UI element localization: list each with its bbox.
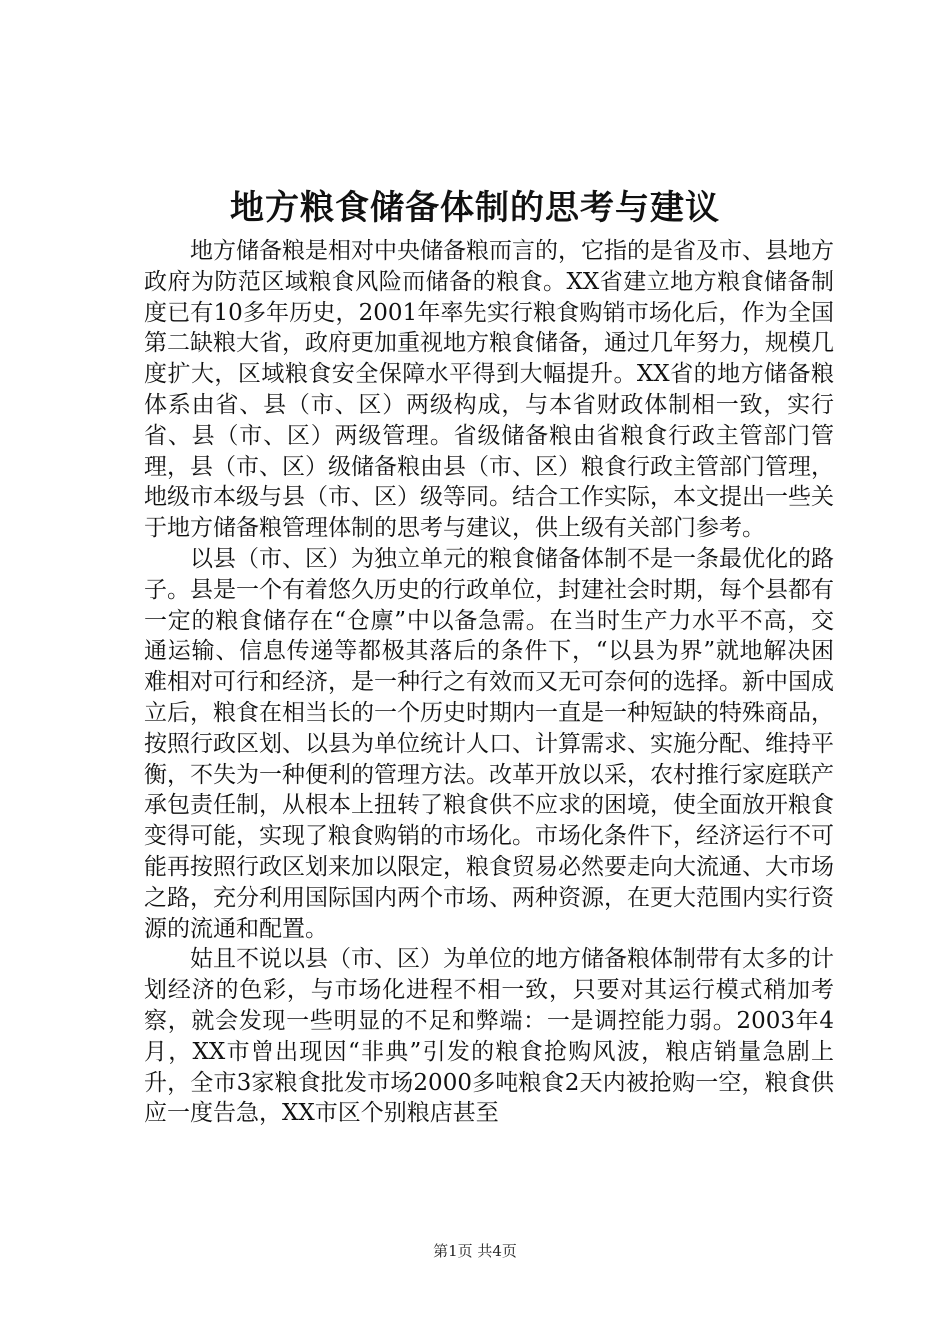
paragraph-1: 地方储备粮是相对中央储备粮而言的，它指的是省及市、县地方政府为防范区域粮食风险而储备的粮食。XX省建立地方粮食储备制度已有10多年历史，2001年率先实行粮食购销市场化后，作为全国第二缺粮大省，政府更加重视地方粮食储备，通过几年努力，规模几度扩大，区域粮食安全保障水平得到大幅提升。XX省的地方储备粮体系由省、县（市、区）两级构成，与本省财政体制相一致，实行省、县（市、区）两级管理。省级储备粮由省粮食行政主管部门管理，县（市、区）级储备粮由县（市、区）粮食行政主管部门管理，地级市本级与县（市、区）级等同。结合工作实际，本文提出一些关于地方储备粮管理体制的思考与建议，供上级有关部门参考。 [144, 238, 834, 542]
document-body [144, 236, 834, 1129]
page-number-footer: 第1页 共4页 [433, 1242, 517, 1260]
paragraph-2: 以县（市、区）为独立单元的粮食储备体制不是一条最优化的路子。县是一个有着悠久历史的行政单位，封建社会时期，每个县都有一定的粮食储存在“仓廪”中以备急需。在当时生产力水平不高，交通运输、信息传递等都极其落后的条件下，“以县为界”就地解决困难相对可行和经济，是一种行之有效而又无可奈何的选择。新中国成立后，粮食在相当长的一个历史时期内一直是一种短缺的特殊商品，按照行政区划、以县为单位统计人口、计算需求、实施分配、维持平衡，不失为一种便利的管理方法。改革开放以采，农村推行家庭联产承包责任制，从根本上扭转了粮食供不应求的困境，使全面放开粮食变得可能，实现了粮食购销的市场化。市场化条件下，经济运行不可能再按照行政区划来加以限定，粮食贸易必然要走向大流通、大市场之路，充分利用国际国内两个市场、两种资源，在更大范围内实行资源的流通和配置。 [144, 545, 834, 942]
paragraph-3: 姑且不说以县（市、区）为单位的地方储备粮体制带有太多的计划经济的色彩，与市场化进程不相一致，只要对其运行模式稍加考察，就会发现一些明显的不足和弊端：一是调控能力弱。2003年4月，XX市曾出现因“非典”引发的粮食抢购风波，粮店销量急剧上升，全市3家粮食批发市场2000多吨粮食2天内被抢购一空，粮食供应一度告急，XX市区个别粮店甚至 [144, 946, 834, 1127]
document-title: 地方粮食储备体制的思考与建议 [230, 188, 720, 228]
